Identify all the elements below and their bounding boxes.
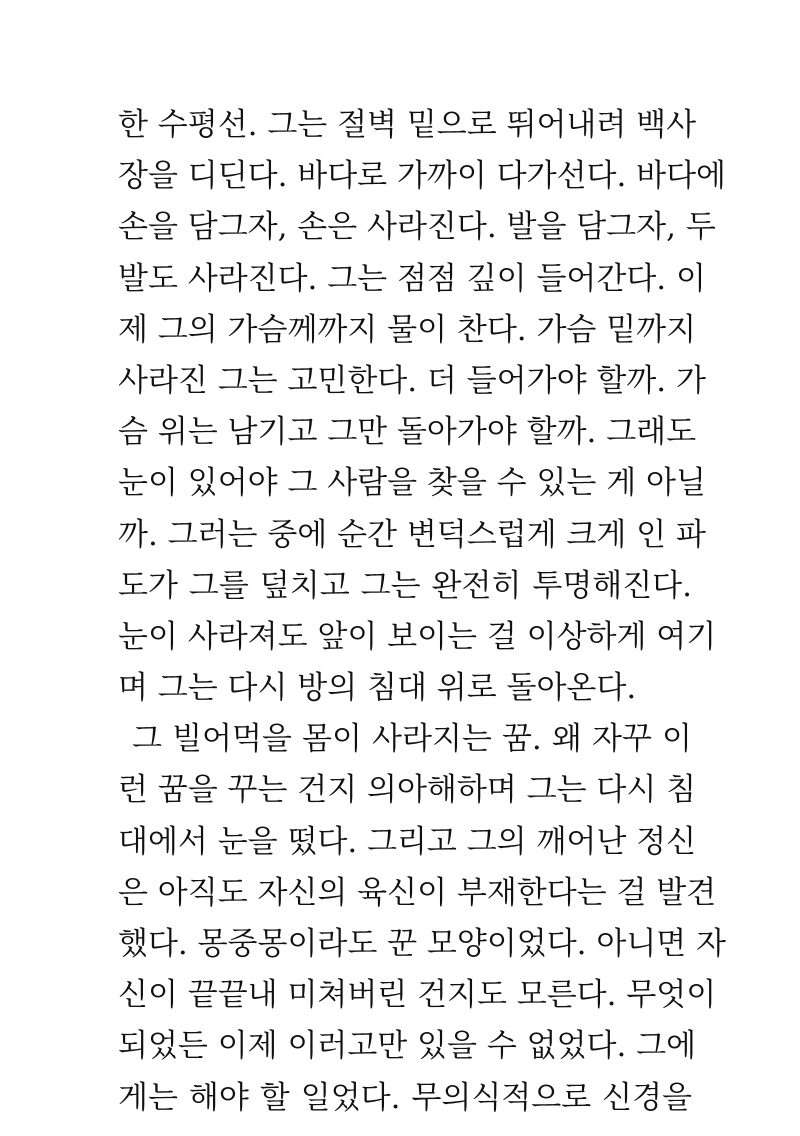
text-line: 게는 해야 할 일었다. 무의식적으로 신경을 [118,1079,692,1116]
text-line: 했다. 몽중몽이라도 꾼 모양이었다. 아니면 자 [118,926,727,962]
paragraph-start-line: 그 빌어먹을 몸이 사라지는 꿈. 왜 자꾸 이 [132,721,692,758]
text-line: 까. 그러는 중에 순간 변덕스럽게 크게 인 파 [118,516,706,553]
text-line: 런 꿈을 꾸는 건지 의아해하며 그는 다시 침 [118,772,697,809]
text-line: 장을 디딘다. 바다로 가까이 다가선다. 바다에 [118,158,727,195]
text-line: 슴 위는 남기고 그만 돌아가야 할까. 그래도 [118,414,697,451]
text-line: 눈이 사라져도 앞이 보이는 걸 이상하게 여기 [118,618,717,655]
text-line: 도가 그를 덮치고 그는 완전히 투명해진다. [118,567,692,604]
text-line: 신이 끝끝내 미쳐버린 건지도 모른다. 무엇이 [118,977,717,1014]
body-text [118,100,727,1124]
text-line: 되었든 이제 이러고만 있을 수 없었다. 그에 [118,1028,697,1065]
text-line: 한 수평선. 그는 절벽 밑으로 뛰어내려 백사 [118,107,697,143]
text-line: 눈이 있어야 그 사람을 찾을 수 있는 게 아닐 [118,465,706,502]
text-line: 제 그의 가슴께까지 물이 찬다. 가슴 밑까지 [118,311,697,348]
text-line: 손을 담그자, 손은 사라진다. 발을 담그자, 두 [118,209,716,246]
text-line: 발도 사라진다. 그는 점점 깊이 들어간다. 이 [118,260,706,297]
text-line: 대에서 눈을 떴다. 그리고 그의 깨어난 정신 [118,823,697,860]
paragraph-end-line: 며 그는 다시 방의 침대 위로 돌아온다. [118,670,637,707]
text-line: 은 아직도 자신의 육신이 부재한다는 걸 발견 [118,874,717,911]
text-line: 사라진 그는 고민한다. 더 들어가야 할까. 가 [118,362,706,399]
